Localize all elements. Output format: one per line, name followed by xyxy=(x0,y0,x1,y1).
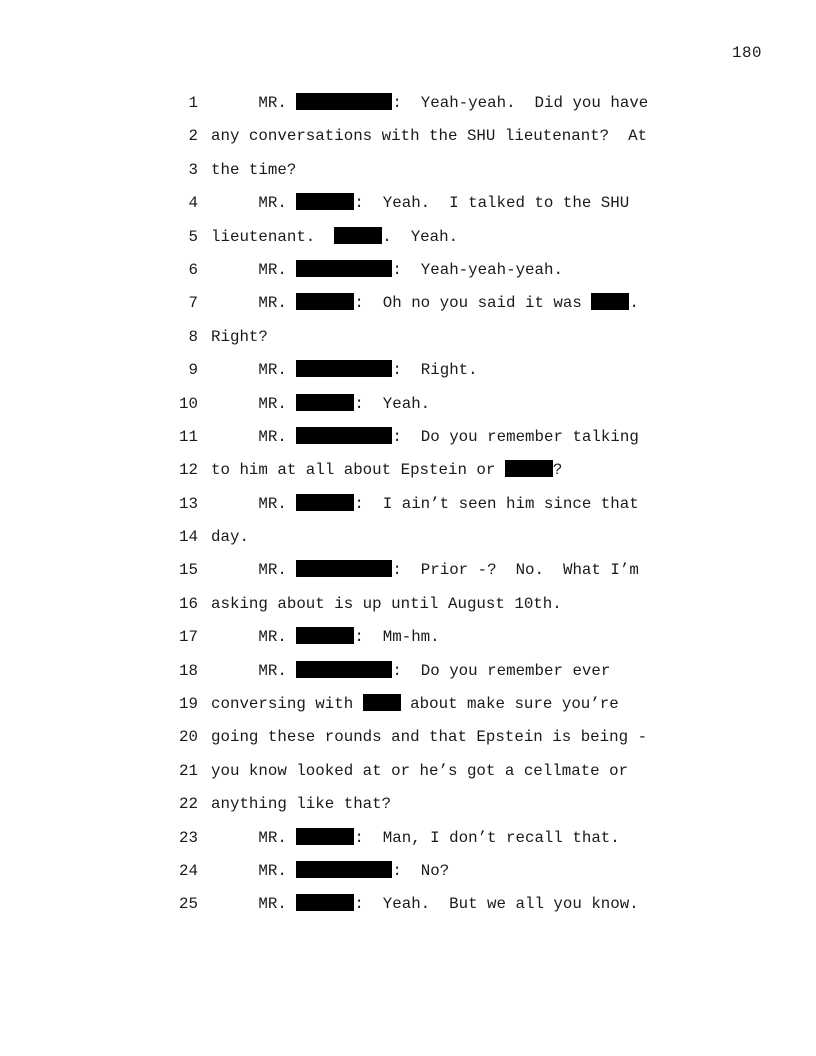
transcript-line xyxy=(0,526,816,559)
line-number: 14 xyxy=(179,528,198,547)
transcript-line xyxy=(0,426,816,459)
line-number: 15 xyxy=(179,561,198,580)
text-segment: MR. xyxy=(211,828,297,847)
text-segment: to him at all about Epstein or xyxy=(211,461,505,480)
redaction-block xyxy=(296,894,354,911)
text-segment: : Yeah. But we all you know. xyxy=(354,895,639,914)
line-text xyxy=(211,159,296,181)
text-segment: MR. xyxy=(211,427,297,446)
line-number: 16 xyxy=(179,594,198,613)
text-segment: anything like that? xyxy=(211,795,392,814)
line-number: 4 xyxy=(188,194,198,213)
transcript-line xyxy=(0,893,816,926)
text-segment: : Mm-hm. xyxy=(354,628,440,647)
line-number: 11 xyxy=(179,427,198,446)
line-number: 6 xyxy=(188,260,198,279)
line-text xyxy=(211,893,639,915)
text-segment: : Yeah-yeah-yeah. xyxy=(392,260,563,279)
text-segment: : No? xyxy=(392,861,450,880)
line-number: 20 xyxy=(179,728,198,747)
line-text xyxy=(211,125,647,147)
transcript-line xyxy=(0,259,816,292)
text-segment: MR. xyxy=(211,394,297,413)
transcript-line xyxy=(0,626,816,659)
text-segment: MR. xyxy=(211,294,297,313)
line-number: 3 xyxy=(188,160,198,179)
text-segment: asking about is up until August 10th. xyxy=(211,594,562,613)
transcript-line xyxy=(0,92,816,125)
text-segment: : Yeah. I talked to the SHU xyxy=(354,194,630,213)
redaction-block xyxy=(296,260,392,277)
text-segment: : Yeah. xyxy=(354,394,431,413)
text-segment: : Do you remember ever xyxy=(392,661,611,680)
text-segment: conversing with xyxy=(211,695,363,714)
transcript-line xyxy=(0,459,816,492)
transcript-line xyxy=(0,493,816,526)
text-segment: : Man, I don’t recall that. xyxy=(354,828,620,847)
line-number: 10 xyxy=(179,394,198,413)
page-number: 180 xyxy=(732,44,762,62)
transcript-body xyxy=(0,92,816,927)
line-text xyxy=(211,793,391,815)
line-number: 23 xyxy=(179,828,198,847)
transcript-line xyxy=(0,292,816,325)
text-segment: : Yeah-yeah. Did you have xyxy=(392,94,649,112)
text-segment: Right? xyxy=(211,327,268,346)
redaction-block xyxy=(296,627,354,644)
redaction-block xyxy=(334,227,382,244)
text-segment: . Yeah. xyxy=(382,227,459,246)
text-segment: MR. xyxy=(211,895,297,914)
line-text xyxy=(211,827,620,849)
line-number: 24 xyxy=(179,861,198,880)
line-number: 12 xyxy=(179,461,198,480)
line-number: 13 xyxy=(179,494,198,513)
line-text xyxy=(211,860,449,882)
transcript-line xyxy=(0,226,816,259)
redaction-block xyxy=(296,293,354,310)
redaction-block xyxy=(296,494,354,511)
line-number: 9 xyxy=(188,361,198,380)
text-segment: MR. xyxy=(211,561,297,580)
line-number: 2 xyxy=(188,127,198,146)
text-segment: MR. xyxy=(211,361,297,380)
text-segment: day. xyxy=(211,528,249,547)
line-text xyxy=(211,726,647,748)
text-segment: MR. xyxy=(211,494,297,513)
line-text xyxy=(211,626,440,648)
line-number: 19 xyxy=(179,695,198,714)
text-segment: about make sure you’re xyxy=(400,695,619,714)
redaction-block xyxy=(296,193,354,210)
text-segment: going these rounds and that Epstein is being - xyxy=(211,728,648,747)
transcript-line xyxy=(0,159,816,192)
line-number: 22 xyxy=(179,795,198,814)
line-text xyxy=(211,493,639,515)
text-segment: : Do you remember talking xyxy=(392,427,639,446)
line-text xyxy=(211,593,562,615)
line-number: 18 xyxy=(179,661,198,680)
line-text xyxy=(211,192,629,214)
transcript-line xyxy=(0,793,816,826)
line-text xyxy=(211,259,563,281)
line-number: 21 xyxy=(179,761,198,780)
line-text xyxy=(211,359,478,381)
transcript-line xyxy=(0,693,816,726)
transcript-line xyxy=(0,593,816,626)
redaction-block xyxy=(296,828,354,845)
transcript-line xyxy=(0,192,816,225)
line-text xyxy=(211,226,458,248)
redaction-block xyxy=(363,694,401,711)
transcript-line xyxy=(0,827,816,860)
line-number: 7 xyxy=(188,294,198,313)
line-text xyxy=(211,326,268,348)
line-number: 17 xyxy=(179,628,198,647)
transcript-line xyxy=(0,660,816,693)
text-segment: : Oh no you said it was xyxy=(354,294,592,313)
line-text xyxy=(211,393,430,415)
redaction-block xyxy=(296,560,392,577)
line-text xyxy=(211,92,648,114)
transcript-line xyxy=(0,559,816,592)
text-segment: : I ain’t seen him since that xyxy=(354,494,639,513)
text-segment: lieutenant. xyxy=(211,227,335,246)
line-text xyxy=(211,526,249,548)
line-text xyxy=(211,760,628,782)
redaction-block xyxy=(296,394,354,411)
text-segment: any conversations with the SHU lieutenant? At xyxy=(211,127,648,146)
text-segment: MR. xyxy=(211,628,297,647)
transcript-line xyxy=(0,326,816,359)
line-text xyxy=(211,660,610,682)
transcript-line xyxy=(0,860,816,893)
redaction-block xyxy=(505,460,553,477)
transcript-line xyxy=(0,760,816,793)
redaction-block xyxy=(296,861,392,878)
text-segment: . xyxy=(629,294,639,313)
text-segment: the time? xyxy=(211,160,297,179)
text-segment: MR. xyxy=(211,861,297,880)
text-segment: MR. xyxy=(211,661,297,680)
text-segment: ? xyxy=(552,461,563,480)
transcript-line xyxy=(0,125,816,158)
transcript-line xyxy=(0,359,816,392)
line-number: 5 xyxy=(188,227,198,246)
transcript-line xyxy=(0,393,816,426)
text-segment: you know looked at or he’s got a cellmate or xyxy=(211,761,629,780)
line-text xyxy=(211,559,639,581)
line-number: 8 xyxy=(188,327,198,346)
text-segment: MR. xyxy=(211,94,297,112)
line-text xyxy=(211,292,639,314)
redaction-block xyxy=(296,661,392,678)
text-segment: MR. xyxy=(211,260,297,279)
line-text xyxy=(211,459,562,481)
text-segment: : Prior -? No. What I’m xyxy=(392,561,639,580)
line-number: 1 xyxy=(188,94,198,112)
transcript-line xyxy=(0,726,816,759)
redaction-block xyxy=(591,293,629,310)
line-text xyxy=(211,426,639,448)
text-segment: MR. xyxy=(211,194,297,213)
redaction-block xyxy=(296,427,392,444)
redaction-block xyxy=(296,93,392,110)
redaction-block xyxy=(296,360,392,377)
text-segment: : Right. xyxy=(392,361,478,380)
line-number: 25 xyxy=(179,895,198,914)
line-text xyxy=(211,693,619,715)
